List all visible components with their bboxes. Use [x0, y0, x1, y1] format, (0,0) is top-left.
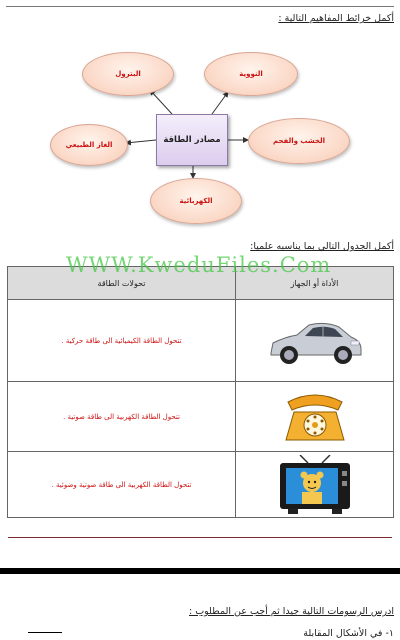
section3-title: ادرس الرسومات التالية جيدا ثم أجب عن المطلوب :	[188, 606, 394, 617]
table-row	[8, 382, 394, 452]
car-icon	[236, 313, 393, 369]
section2-title: أكمل الجدول التالي بما يناسبه علميا:	[250, 241, 394, 252]
bubble-petroleum: البترول	[82, 52, 174, 96]
table-row	[8, 300, 394, 382]
page-break-band	[0, 568, 400, 574]
header-device: الأداة أو الجهاز	[236, 267, 394, 300]
bubble-wood-coal: الخشب والفحم	[248, 118, 350, 164]
arrow-nuclear	[212, 92, 228, 114]
energy-table	[7, 266, 394, 518]
telephone-icon	[236, 388, 393, 446]
concept-map	[0, 0, 400, 240]
center-box: مصادر الطاقة	[156, 114, 228, 166]
header-transform: تحولات الطاقة	[8, 267, 236, 300]
section1-title: أكمل خرائط المفاهيم التالية :	[278, 13, 394, 24]
table-row	[8, 452, 394, 518]
bottom-rule	[28, 632, 62, 633]
watermark: WWW.KweduFiles.Com	[66, 253, 332, 277]
row2-text: تتحول الطاقة الكهربية الى طاقة صوتية .	[63, 412, 180, 421]
row3-text: تتحول الطاقة الكهربية الى طاقة صوتية وضوئية .	[51, 480, 192, 489]
bubble-electric: الكهربائية	[150, 178, 242, 224]
row1-text: تتحول الطاقة الكيميائية الى طاقة حركية .	[61, 336, 182, 345]
bottom-text: ١- في الأشكال المقابلة	[303, 628, 394, 639]
arrow-petroleum	[150, 90, 172, 114]
arrow-gas	[126, 140, 156, 143]
bubble-nuclear: النووية	[204, 52, 298, 96]
television-icon	[236, 455, 393, 515]
separator-line	[8, 537, 392, 538]
bubble-gas: الغاز الطبيعي	[50, 124, 128, 166]
